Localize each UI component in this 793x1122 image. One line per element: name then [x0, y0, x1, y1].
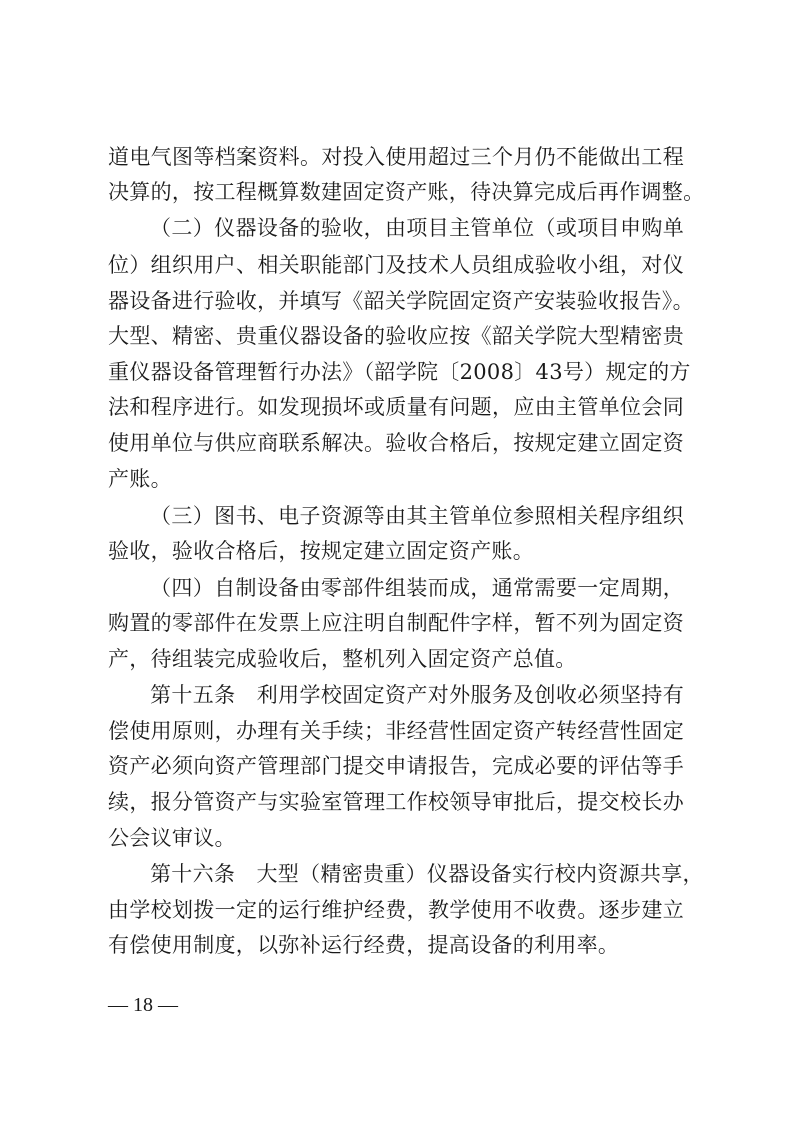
body-text-line: 公会议审议。: [108, 826, 236, 850]
body-text-line: 法和程序进行。如发现损坏或质量有问题，应由主管单位会同: [108, 395, 684, 419]
page-number: — 18 —: [108, 994, 178, 1016]
body-text-line: 由学校划拨一定的运行维护经费，教学使用不收费。逐步建立: [108, 898, 684, 922]
body-text-line: 决算的，按工程概算数建固定资产账，待决算完成后再作调整。: [108, 180, 705, 204]
article-15-heading-line: 第十五条 利用学校固定资产对外服务及创收必须坚持有: [150, 683, 684, 707]
body-text-line: 验收，验收合格后，按规定建立固定资产账。: [108, 539, 534, 563]
article-16-heading-line: 第十六条 大型（精密贵重）仪器设备实行校内资源共享，: [150, 862, 704, 886]
body-text-line: 大型、精密、贵重仪器设备的验收应按《韶关学院大型精密贵: [108, 324, 684, 348]
body-text-line: 位）组织用户、相关职能部门及技术人员组成验收小组，对仪: [108, 253, 684, 277]
body-text-line: 产账。: [108, 467, 172, 491]
body-text-line: 续，报分管资产与实验室管理工作校领导审批后，提交校长办: [108, 790, 684, 814]
body-text-line: 产，待组装完成验收后，整机列入固定资产总值。: [108, 647, 577, 671]
body-text-line: （四）自制设备由零部件组装而成，通常需要一定周期，: [150, 576, 684, 600]
body-text-line: 有偿使用制度，以弥补运行经费，提高设备的利用率。: [108, 933, 620, 957]
body-text-line: 使用单位与供应商联系解决。验收合格后，按规定建立固定资: [108, 431, 684, 455]
body-text-line: 重仪器设备管理暂行办法》（韶学院〔2008〕43号）规定的方: [108, 360, 691, 384]
body-text-line: （三）图书、电子资源等由其主管单位参照相关程序组织: [150, 504, 684, 528]
body-text-line: 道电气图等档案资料。对投入使用超过三个月仍不能做出工程: [108, 145, 684, 169]
body-text-line: 购置的零部件在发票上应注明自制配件字样，暂不列为固定资: [108, 611, 684, 635]
body-text-line: 资产必须向资产管理部门提交申请报告，完成必要的评估等手: [108, 754, 684, 778]
body-text-line: 器设备进行验收，并填写《韶关学院固定资产安装验收报告》。: [108, 289, 694, 313]
body-text-line: （二）仪器设备的验收，由项目主管单位（或项目申购单: [150, 216, 684, 240]
body-text-line: 偿使用原则，办理有关手续；非经营性固定资产转经营性固定: [108, 719, 684, 743]
